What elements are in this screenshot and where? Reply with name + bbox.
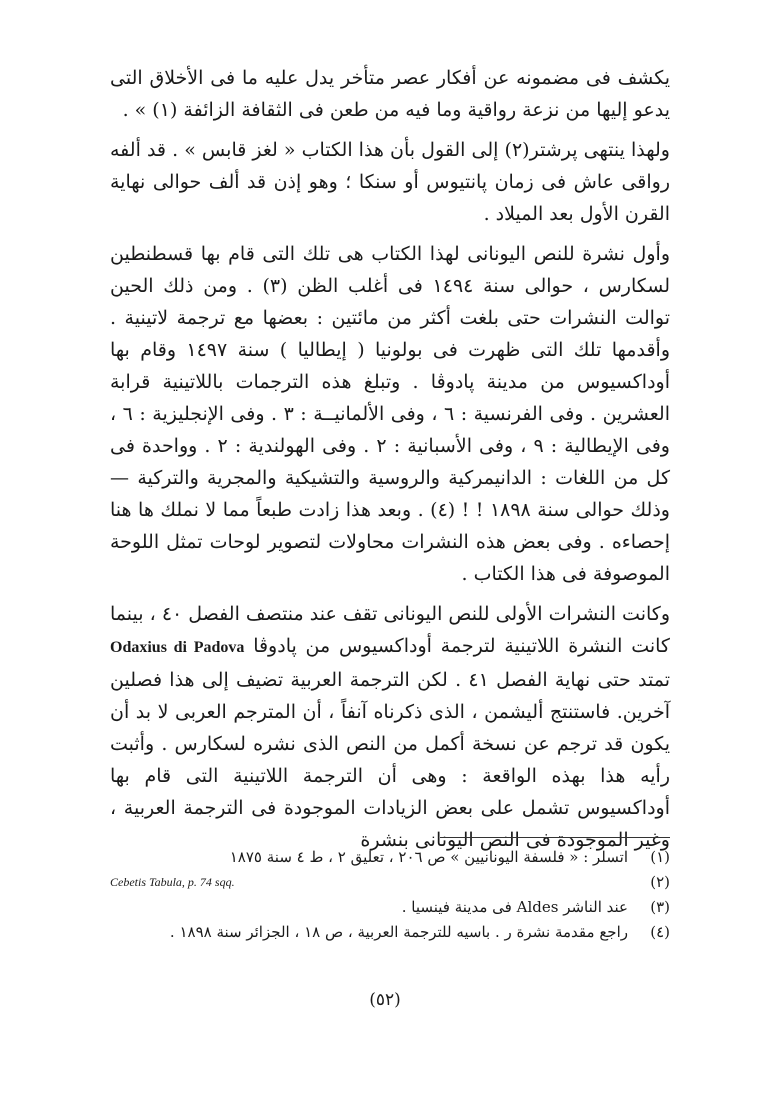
page-number: (٥٢): [369, 990, 401, 1010]
footnote-number: (١): [650, 848, 670, 866]
footnote-text: راجع مقدمة نشرة ر . باسيه للترجمة العربية ، ص ١٨ ، الجزائر سنة ١٨٩٨ .: [169, 923, 628, 941]
footnote-divider: [440, 837, 670, 838]
paragraph-4-part-2: تمتد حتى نهاية الفصل ٤١ . لكن الترجمة العربية تضيف إلى هذا فصلين آخرين. فاستنتج أليشمن ، الذى ذكرناه آنفاً ، أن المترجم العربى لا بد أن يكون قد ترجم عن نسخة أكمل من النص الذى نشره لسكارس . وأثبت رأيه هذا بهذه الواقعة : وهى أن الترجمة اللاتينية التى قام بها أوداكسيوس تشمل على بعض الزيادات الموجودة فى الترجمة العربية ، وغير الموجودة فى النص اليونانى بنشرة: [110, 669, 670, 851]
footnote-3: [110, 895, 670, 920]
paragraph-1: يكشف فى مضمونه عن أفكار عصر متأخر يدل عليه ما فى الأخلاق التى يدعو إليها من نزعة رواقية وما فيه من طعن فى الثقافة الزائفة (١) » .: [110, 67, 670, 121]
latin-name: Odaxius di Padova: [110, 639, 245, 656]
paragraph-4: [110, 598, 670, 856]
paragraph-3: وأول نشرة للنص اليونانى لهذا الكتاب هى تلك التى قام بها قسطنطين لسكارس ، حوالى سنة ١٤٩٤ فى أغلب الظن (٣) . ومن ذلك الحين توالت النشرات حتى بلغت أكثر من مائتين : بعضها مع ترجمة لاتينية . وأقدمها تلك التى ظهرت فى بولونيا ( إيطاليا ) سنة ١٤٩٧ وقام بها أوداكسيوس من مدينة پادوڤا . وتبلغ هذه الترجمات باللاتينية قرابة العشرين . وفى الفرنسية : ٦ ، وفى الألمانيــة : ٣ . وفى الإنجليزية : ٦ ، وفى الإيطالية : ٩ ، وفى الأسبانية : ٢ . وفى الهولندية : ٢ . وواحدة فى كل من اللغات : الدانيمركية والروسية والتشيكية والمجرية والتركية — وذلك حوالى سنة ١٨٩٨ ! ! (٤) . وبعد هذا زادت طبعاً مما لا نملك ها هنا إحصاءه . وفى بعض هذه النشرات محاولات لتصوير لوحات تمثل اللوحة الموصوفة فى هذا الكتاب .: [110, 243, 671, 585]
paragraph-4-part-1: وكانت النشرات الأولى للنص اليونانى تقف عند منتصف الفصل ٤٠ ، بينما كانت النشرة اللاتينية لترجمة أوداكسيوس من پادوڤا: [110, 603, 670, 657]
footnote-text: Cebetis Tabula, p. 74 sqq.: [110, 875, 235, 889]
body-text: [110, 62, 670, 864]
footnote-number: (٢): [650, 873, 670, 891]
footnote-1: [110, 845, 670, 870]
footnote-number: (٣): [650, 898, 670, 916]
paragraph-2: ولهذا ينتهى پرشتر(٢) إلى القول بأن هذا الكتاب « لغز قابس » . قد ألفه رواقى عاش فى زمان پانتيوس أو سنكا ؛ وهو إذن قد ألف حوالى نهاية القرن الأول بعد الميلاد .: [110, 139, 670, 225]
footnote-text: اتسلر : « فلسفة اليونانيين » ص ٢٠٦ ، تعليق ٢ ، ط ٤ سنة ١٨٧٥: [229, 848, 628, 866]
footnote-4: [110, 920, 670, 945]
footnote-2: [110, 870, 670, 895]
footnotes: [110, 845, 670, 945]
footnote-number: (٤): [650, 923, 670, 941]
footnote-text: عند الناشر Aldes فى مدينة فينسيا .: [401, 898, 628, 916]
